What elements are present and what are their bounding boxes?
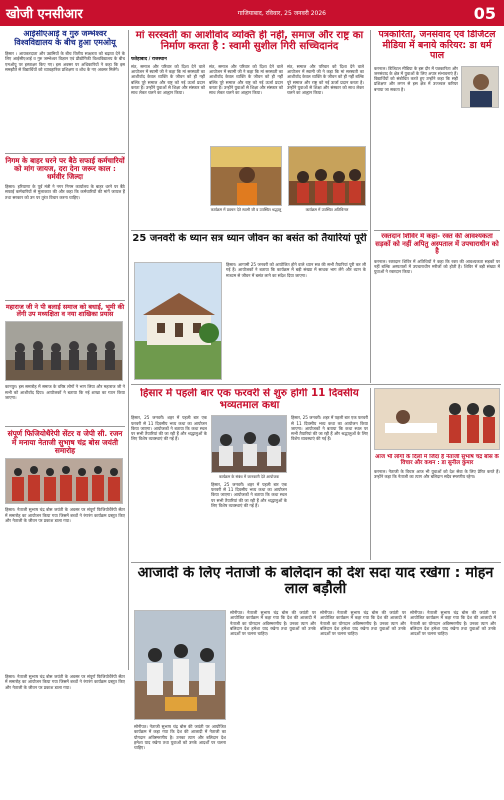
story2-headline: निगम के बाहर घरने पर बैठे सफाई कर्मचारियों को मांग जायज, दरा देना जरूर काल : धर्मवीर जिल्दा <box>5 153 125 181</box>
swami-photo-illustration <box>211 147 282 206</box>
left-column <box>5 30 125 670</box>
center-caption-1: कार्यक्रम में प्रवचन देते स्वामी जी व उपस्थित श्रद्धालु <box>210 207 282 212</box>
left-continuation: हिसार। नेताजी सुभाष चंद्र बोस जयंती के अवसर पर संपूर्ण फिजियोथैरेपी सेंटर में समारोह का आयोजन किया गया जिसमें बच्चों ने रंगारंग कार्यक्रम प्रस्तुत किए और नेताजी के जीवन पर प्रकाश डाला गया। <box>5 674 125 690</box>
center-photo-2 <box>288 146 366 206</box>
group-photo-illustration <box>6 322 123 381</box>
mid-divider <box>131 384 501 385</box>
building-photo-illustration <box>135 263 222 380</box>
katha-photo <box>211 415 287 473</box>
press-meet-photo-illustration <box>212 416 287 473</box>
netaji-thoughts-story <box>374 454 500 560</box>
katha-body-2: हिसार, 25 जनवरी। शहर में पहली बार एक फरवरी से 11 दिवसीय भव्य कथा का आयोजन किया जाएगा। आयोजकों ने बताया कि कथा स्थल पर सभी तैयारियां की जा रही हैं और श्रद्धालुओं के लिए विशेष व्यवस्थाएं की गई हैं। <box>211 481 287 509</box>
netaji-body-2: सोनीपत। नेताजी सुभाष चंद्र बोस की जयंती पर आयोजित कार्यक्रम में कहा गया कि देश की आजादी में नेताजी का योगदान अविस्मरणीय है। उनका त्याग और बलिदान देश हमेशा याद रखेगा तथा युवाओं को उनके आदर्शों पर चलना चाहिए। <box>320 610 406 637</box>
story3-photo <box>5 321 123 381</box>
center-top-body-2: संत, समाज और परिवार को दिशा देने वाले आयोजन में स्वामी जी ने कहा कि मां सरस्वती का आशीर्वाद केवल व्यक्ति के जीवन को ही नहीं बल्कि पूरे समाज और राष्ट्र को नई ऊर्जा प्रदान करता है। उन्होंने युवाओं से शिक्षा और संस्कार को साथ लेकर चलने का आह्वान किया। <box>209 63 283 96</box>
story4-body: हिसार। नेताजी सुभाष चंद्र बोस जयंती के अवसर पर संपूर्ण फिजियोथैरेपी सेंटर में समारोह का आयोजन किया गया जिसमें बच्चों ने रंगारंग कार्यक्रम प्रस्तुत किए और नेताजी के जीवन पर प्रकाश डाला गया। <box>5 507 125 523</box>
ceremony-photo-illustration <box>135 611 226 720</box>
right-section-divider <box>374 230 500 231</box>
story4-headline: संपूर्ण फिजियोथैरेपी सेंटर व जेपी सी. रजन में मनाया नेताजी सुभाष चंद्र बोस जयंती समारोह <box>5 426 125 455</box>
right-top-story <box>374 30 500 230</box>
katha-headline: हिसार में पहली बार एक फरवरी से शुरु होगी 11 दिवसीय भव्यतमाल कथा <box>140 388 359 411</box>
center-top-headline: मां सरस्वती का आशीर्वाद व्यक्ति ही नहीं, समाज और राष्ट्र का निर्माण करता है : स्वामी सुशील गिरी सच्चिदानंद <box>135 30 364 53</box>
netaji-thoughts-body: करनाल। नेताजी के विचार आज भी युवाओं को देश सेवा के लिए प्रेरित करते हैं। उन्होंने कहा कि नेताजी का त्याग और बलिदान सदैव स्मरणीय रहेगा। <box>374 468 500 479</box>
center-photo-1 <box>210 146 282 206</box>
section-divider <box>131 230 368 231</box>
blood-donation-body: करनाल। रक्तदान शिविर में अतिथियों ने कहा कि रक्त की आवश्यकता सड़कों पर नहीं बल्कि अस्पतालों में उपचाराधीन मरीजों को होती है। शिविर में बड़ी संख्या में युवाओं ने रक्तदान किया। <box>374 258 500 275</box>
netaji-headline: आजादी के लिए नेताजी के बलिदान को देश सदा याद रखेगा : मोहन लाल बड़ौली <box>137 566 494 597</box>
page-number: 05 <box>473 3 496 23</box>
students-photo-illustration <box>6 459 123 504</box>
story4-photo <box>5 458 123 504</box>
right-top-headline: पत्रकारिता, जनसंवाद एवं डिजिटल मीडिया में बनाये करियर: डा धर्म पाल <box>378 30 496 62</box>
netaji-body-under-photo: सोनीपत। नेताजी सुभाष चंद्र बोस की जयंती पर आयोजित कार्यक्रम में कहा गया कि देश की आजादी में नेताजी का योगदान अविस्मरणीय है। उनका त्याग और बलिदान देश हमेशा याद रखेगा तथा युवाओं को उनके आदर्शों पर चलना चाहिए। <box>134 724 226 751</box>
column-divider-right <box>370 30 371 383</box>
katha-caption: कार्यक्रम के संबंध में जानकारी देते आयोजक <box>218 474 280 480</box>
meditation-photo <box>134 262 222 380</box>
right-top-portrait <box>461 66 499 108</box>
story2-body: हिसार। हरियाणा के पूर्व मंत्री ने नगर निगम कार्यालय के बाहर धरने पर बैठे सफाई कर्मचारियों से मुलाकात की और कहा कि कर्मचारियों की मांगें जायज हैं तथा सरकार को उन पर तुरंत विचार करना चाहिए। <box>5 184 125 200</box>
blood-donation-headline: रक्तदान शिविर में कहा- रक्त की आवश्यकता सड़कों को नहीं अपितु अस्पताल में उपचाराधीन को है <box>375 233 499 256</box>
masthead <box>0 0 504 26</box>
center-top-body-1: संत, समाज और परिवार को दिशा देने वाले आयोजन में स्वामी जी ने कहा कि मां सरस्वती का आशीर्वाद केवल व्यक्ति के जीवन को ही नहीं बल्कि पूरे समाज और राष्ट्र को नई ऊर्जा प्रदान करता है। उन्होंने युवाओं से शिक्षा और संस्कार को साथ लेकर चलने का आह्वान किया। <box>131 63 205 96</box>
katha-body-3: हिसार, 25 जनवरी। शहर में पहली बार एक फरवरी से 11 दिवसीय भव्य कथा का आयोजन किया जाएगा। आयोजकों ने बताया कि कथा स्थल पर सभी तैयारियां की जा रही हैं और श्रद्धालुओं के लिए विशेष व्यवस्थाएं की गई हैं। <box>291 415 368 442</box>
story1-body: हिसार । आयकरदाता और उद्यमियों के बीच वित्तीय साक्षरता को बढ़ावा देने के लिए आईसीएआई व गुरु जम्भेश्वर विज्ञान एवं प्रौद्योगिकी विश्वविद्यालय के बीच एमओयू पर हस्ताक्षर किए गए। इस अवसर पर अधिकारियों ने कहा कि इस समझौते से विद्यार्थियों को व्यावहारिक प्रशिक्षण व शोध के नए अवसर मिलेंगे। <box>5 50 125 72</box>
katha-story <box>131 388 368 558</box>
center-caption-2: कार्यक्रम में उपस्थित अतिथिगण <box>305 207 349 212</box>
netaji-photo <box>134 610 226 720</box>
blood-donation-story <box>374 233 500 383</box>
netaji-body-wrap <box>230 610 500 796</box>
netaji-body-3: सोनीपत। नेताजी सुभाष चंद्र बोस की जयंती पर आयोजित कार्यक्रम में कहा गया कि देश की आजादी में नेताजी का योगदान अविस्मरणीय है। उनका त्याग और बलिदान देश हमेशा याद रखेगा तथा युवाओं को उनके आदर्शों पर चलना चाहिए। <box>410 610 496 637</box>
audience-photo-illustration <box>289 147 366 206</box>
lower-divider <box>131 562 501 563</box>
center-top-body-3: संत, समाज और परिवार को दिशा देने वाले आयोजन में स्वामी जी ने कहा कि मां सरस्वती का आशीर्वाद केवल व्यक्ति के जीवन को ही नहीं बल्कि पूरे समाज और राष्ट्र को नई ऊर्जा प्रदान करता है। उन्होंने युवाओं से शिक्षा और संस्कार को साथ लेकर चलने का आह्वान किया। <box>287 63 364 96</box>
blood-camp-photo-illustration <box>375 389 500 450</box>
blood-donation-photo <box>374 388 500 450</box>
brand-title: खोजी एनसीआर <box>6 7 83 22</box>
netaji-thoughts-headline: आज भी लोगों के दिलों में जिंदा हैं नेताजी सुभाष चंद्र बोस के विचार और कथन : डा सुनील कुमार <box>375 454 499 467</box>
meditation-headline: 25 जनवरी के ध्यान सत्र ध्यान जीवन का बसंत को तैयारियां पूरी <box>132 233 367 244</box>
right-top-body: करनाल। डिजिटल मीडिया के इस दौर में पत्रकारिता और जनसंवाद के क्षेत्र में युवाओं के लिए अपार संभावनाएं हैं। विद्यार्थियों को संबोधित करते हुए उन्होंने कहा कि सही प्रशिक्षण और लगन से इस क्षेत्र में उज्ज्वल करियर बनाया जा सकता है। <box>374 65 458 92</box>
column-divider <box>128 30 129 670</box>
column-divider-lower <box>370 388 371 560</box>
netaji-story-header <box>131 566 500 606</box>
story1-headline: आईसीएआई व गुरु जम्भेश्वर विश्वविद्यालय के बीच हुआ एमओयू <box>14 30 116 47</box>
portrait-photo-illustration <box>462 67 499 108</box>
story3-headline: महाराज जी ने पी बलाई समाज को बधाई, भूमी की लेंगी उप मध्यक्षिता व नया शाखिका प्रयास <box>5 300 125 318</box>
netaji-body-1: सोनीपत। नेताजी सुभाष चंद्र बोस की जयंती पर आयोजित कार्यक्रम में कहा गया कि देश की आजादी में नेताजी का योगदान अविस्मरणीय है। उनका त्याग और बलिदान देश हमेशा याद रखेगा तथा युवाओं को उनके आदर्शों पर चलना चाहिए। <box>230 610 316 637</box>
dateline: गाजियाबाद, रविवार, 25 जनवरी 2026 <box>237 10 327 17</box>
katha-body-1: हिसार, 25 जनवरी। शहर में पहली बार एक फरवरी से 11 दिवसीय भव्य कथा का आयोजन किया जाएगा। आयोजकों ने बताया कि कथा स्थल पर सभी तैयारियां की जा रही हैं और श्रद्धालुओं के लिए विशेष व्यवस्थाएं की गई हैं। <box>131 415 207 442</box>
story3-body: कानपुर। इस समारोह में समाज के वरिष्ठ लोगों ने भाग लिया और महाराज जी ने सभी को आशीर्वाद दिया। आयोजकों ने बताया कि नई शाखा का गठन किया जाएगा। <box>5 384 125 401</box>
center-top-byline: फतेहाबाद / राजस्थान <box>131 56 167 62</box>
meditation-body: हिसार। आगामी 25 जनवरी को आयोजित होने वाले ध्यान सत्र की सभी तैयारियां पूरी कर ली गई हैं। आयोजकों ने बताया कि कार्यक्रम में बड़ी संख्या में साधक भाग लेंगे और ध्यान के माध्यम से जीवन में बसंत लाने का संदेश दिया जाएगा। <box>226 262 366 278</box>
